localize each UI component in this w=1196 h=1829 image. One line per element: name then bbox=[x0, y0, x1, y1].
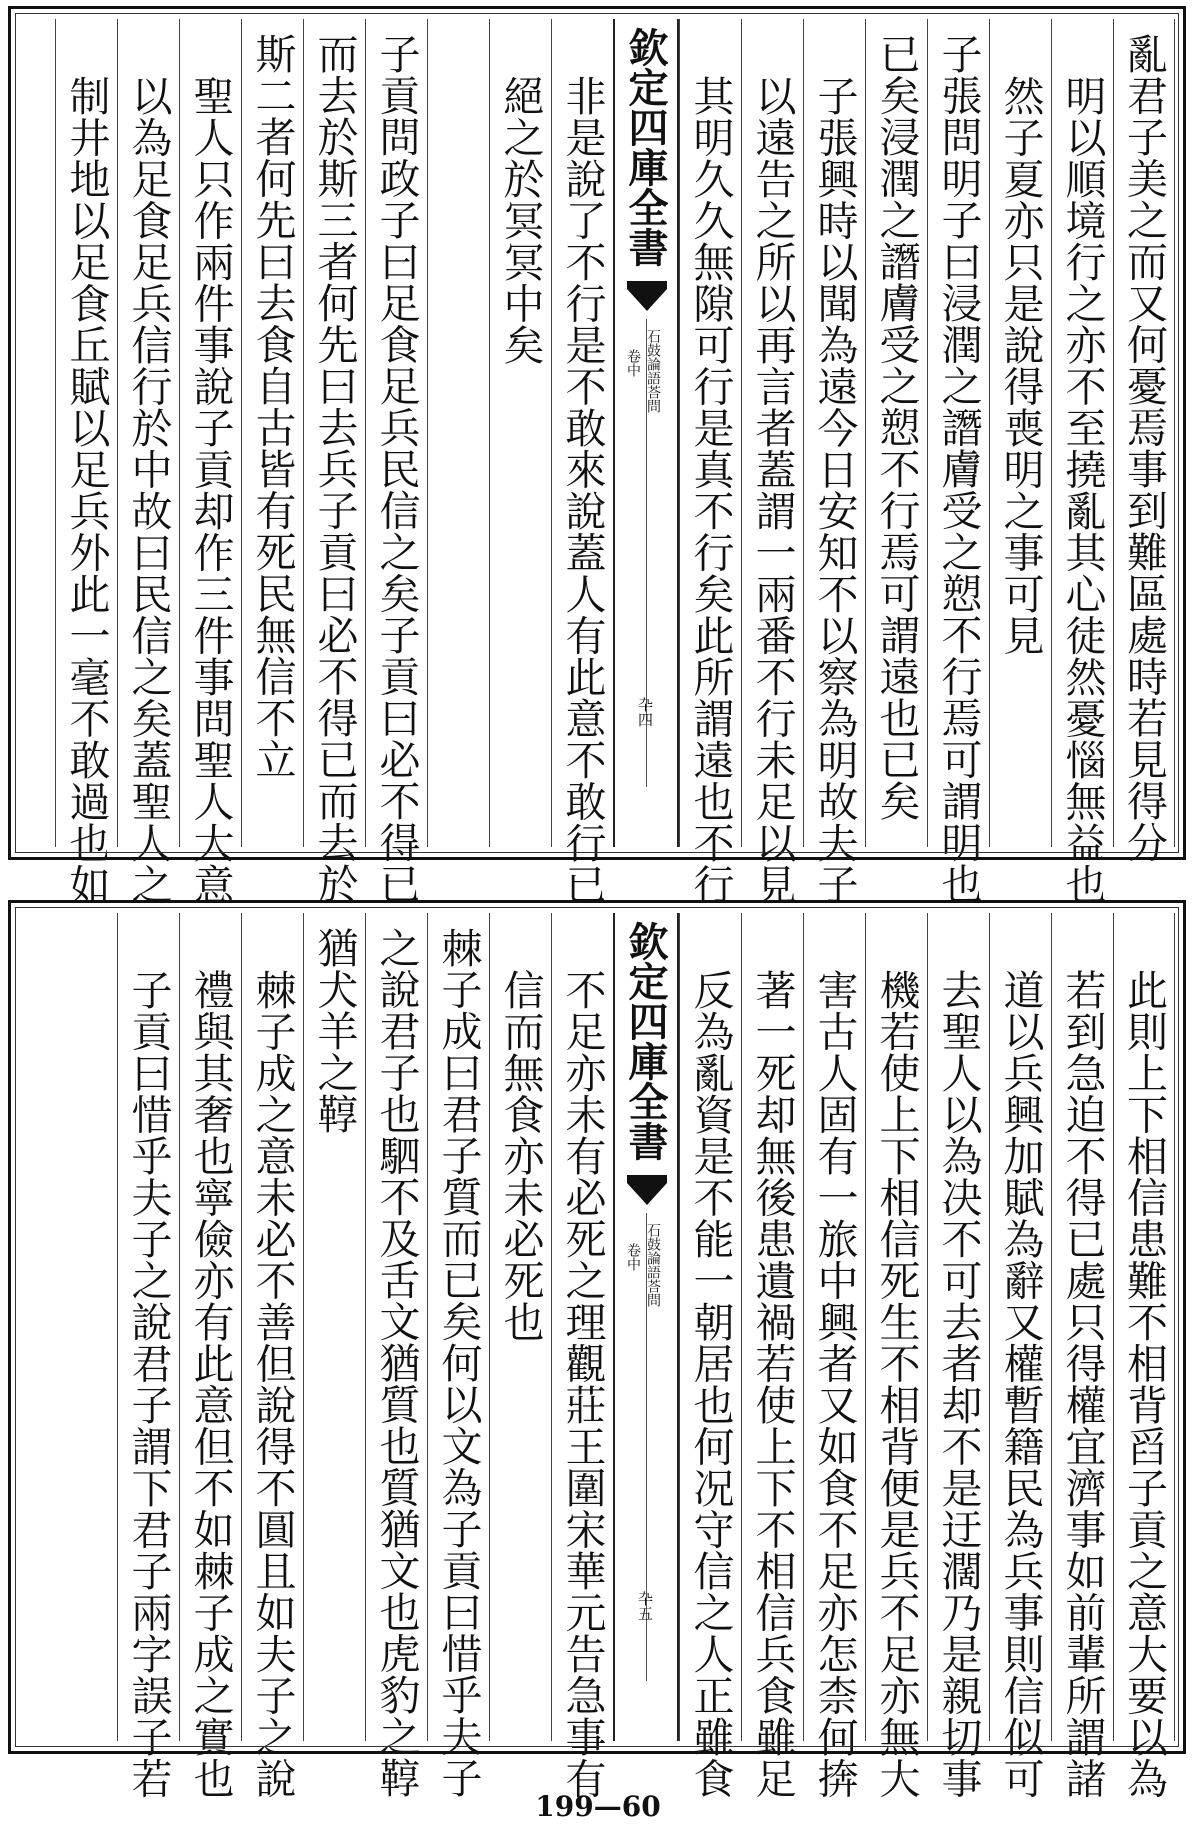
column-text: 子貢曰惜乎夫子之說君子謂下君子兩字誤子若 bbox=[124, 969, 173, 1799]
text-column bbox=[1113, 913, 1175, 1799]
column-text: 害古人固有一旅中興者又如食不足亦怎柰何捹 bbox=[810, 969, 859, 1799]
column-text: 以遠告之所以再言者蓋謂一兩番不行未足以見 bbox=[748, 75, 797, 905]
column-text: 不足亦未有必死之理觀莊王圍宋華元告急事有 bbox=[558, 969, 607, 1799]
column-text: 聖人只作兩件事說子貢却作三件事問聖人大意 bbox=[186, 75, 235, 905]
column-text: 反為亂資是不能一朝居也何况守信之人正雖食 bbox=[686, 969, 735, 1799]
text-column bbox=[241, 19, 303, 847]
bottom-page-panel bbox=[8, 900, 1186, 1799]
column-text: 機若使上下相信死生不相背便是兵不足亦無大 bbox=[872, 969, 921, 1799]
text-column bbox=[365, 19, 427, 905]
column-text: 猶犬羊之鞟 bbox=[310, 927, 359, 1135]
text-column bbox=[55, 19, 117, 905]
text-column bbox=[303, 19, 365, 905]
text-column bbox=[179, 913, 241, 1799]
text-column bbox=[1051, 913, 1113, 1799]
column-text: 以為足食足兵信行於中故曰民信之矣蓋聖人之 bbox=[124, 75, 173, 905]
text-column bbox=[365, 913, 427, 1799]
page-footer-number: 199—60 bbox=[535, 1790, 661, 1823]
column-text: 子貢問政子曰足食足兵民信之矣子貢曰必不得已 bbox=[372, 33, 421, 905]
juan-label: 卷中 bbox=[625, 1243, 641, 1271]
text-column bbox=[179, 19, 241, 905]
text-column bbox=[489, 19, 551, 847]
column-text: 道以兵興加賦為辭又權暫籍民為兵事則信似可 bbox=[996, 969, 1045, 1799]
page-number: 卆五 bbox=[636, 1591, 654, 1621]
text-column bbox=[741, 913, 803, 1799]
column-text: 亂君子美之而又何憂焉事到難區處時若見得分 bbox=[1120, 33, 1168, 863]
bottom-page-columns bbox=[19, 913, 1175, 1799]
column-text: 明以順境行之亦不至撓亂其心徒然憂惱無益也 bbox=[1058, 75, 1107, 905]
column-text: 去聖人以為决不可去者却不是迂濶乃是親切事 bbox=[934, 969, 983, 1799]
text-column bbox=[679, 913, 741, 1799]
text-column bbox=[803, 913, 865, 1799]
text-column bbox=[803, 19, 865, 905]
text-column bbox=[117, 913, 179, 1799]
fish-tail-mark-icon bbox=[627, 281, 667, 311]
column-text: 非是說了不行是不敢來說蓋人有此意不敢行已 bbox=[558, 75, 607, 905]
center-fold-banner bbox=[613, 19, 679, 847]
column-text: 棘子成之意未必不善但說得不圓且如夫子之說 bbox=[248, 969, 297, 1799]
text-column bbox=[303, 913, 365, 1741]
text-column bbox=[427, 19, 489, 847]
text-column bbox=[551, 19, 613, 905]
page-number: 卆四 bbox=[636, 697, 654, 727]
column-text: 而去於斯三者何先曰去兵子貢曰必不得已而去於 bbox=[310, 33, 359, 905]
book-title: 石鼓論語荅問 bbox=[645, 1223, 661, 1307]
column-text: 已矣浸潤之譖膚受之愬不行焉可謂遠也已矣 bbox=[872, 33, 921, 822]
column-text: 斯二者何先曰去食自古皆有死民無信不立 bbox=[248, 33, 297, 780]
text-column bbox=[117, 19, 179, 905]
text-column bbox=[551, 913, 613, 1799]
text-column bbox=[241, 913, 303, 1799]
text-column bbox=[1113, 19, 1175, 863]
text-column bbox=[1051, 19, 1113, 905]
center-fold-banner bbox=[613, 913, 679, 1741]
column-text: 其明久久無隙可行是真不行矣此所謂遠也不行 bbox=[686, 75, 735, 905]
column-text: 然子夏亦只是說得喪明之事可見 bbox=[996, 75, 1045, 656]
column-text: 子張問明子曰浸潤之譖膚受之愬不行焉可謂明也 bbox=[934, 33, 983, 905]
text-column bbox=[927, 913, 989, 1799]
fish-tail-mark-icon bbox=[627, 1175, 667, 1205]
text-column bbox=[865, 19, 927, 847]
text-column bbox=[741, 19, 803, 905]
column-text: 信而無食亦未必死也 bbox=[496, 969, 545, 1343]
column-text: 制井地以足食丘賦以足兵外此一毫不敢過也如 bbox=[62, 75, 111, 905]
juan-label: 卷中 bbox=[625, 349, 641, 377]
collection-title: 欽定四庫全書 bbox=[622, 27, 669, 267]
text-column bbox=[989, 913, 1051, 1799]
text-column bbox=[489, 913, 551, 1741]
top-page-panel bbox=[8, 6, 1186, 905]
text-column bbox=[865, 913, 927, 1799]
column-text: 絕之於冥冥中矣 bbox=[496, 75, 545, 366]
text-column bbox=[679, 19, 741, 905]
collection-title: 欽定四庫全書 bbox=[622, 921, 669, 1161]
text-column bbox=[989, 19, 1051, 847]
text-column bbox=[427, 913, 489, 1799]
column-text: 此則上下相信患難不相背舀子貢之意大要以為 bbox=[1120, 969, 1168, 1799]
column-text: 禮與其奢也寧儉亦有此意但不如棘子成之實也 bbox=[186, 969, 235, 1799]
column-text: 若到急迫不得已處只得權宜濟事如前輩所謂諸 bbox=[1058, 969, 1107, 1799]
column-text: 之說君子也駟不及舌文猶質也質猶文也虎豹之鞟 bbox=[372, 927, 421, 1799]
text-column bbox=[927, 19, 989, 905]
book-title: 石鼓論語荅問 bbox=[645, 329, 661, 413]
column-text: 子張興時以聞為遠今日安知不以察為明故夫子 bbox=[810, 75, 859, 905]
column-text: 棘子成曰君子質而已矣何以文為子貢曰惜乎夫子 bbox=[434, 927, 483, 1799]
top-page-columns bbox=[19, 19, 1175, 905]
column-text: 著一死却無後患遺禍若使上下不相信兵食雖足 bbox=[748, 969, 797, 1799]
